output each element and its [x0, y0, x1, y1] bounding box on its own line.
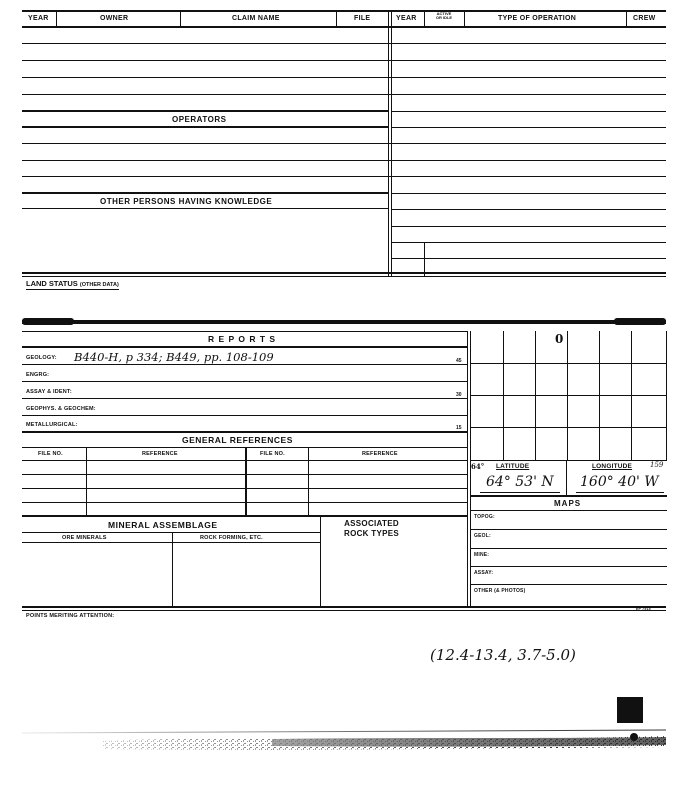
longitude-label: LONGITUDE: [592, 463, 633, 470]
rule: [22, 431, 468, 433]
land-status-sub: (OTHER DATA): [79, 282, 119, 288]
assay-num: 30: [456, 392, 462, 398]
black-square-mark: [617, 697, 643, 723]
thick-rule: [22, 320, 666, 324]
row-line: [22, 77, 666, 78]
row-line: [392, 193, 666, 194]
grid-line: [471, 363, 667, 364]
maps-mine: MINE:: [474, 552, 490, 558]
rule: [22, 331, 468, 332]
rule: [22, 272, 666, 274]
grid-line: [471, 427, 667, 428]
row-line: [22, 176, 666, 177]
row-line: [22, 43, 666, 44]
associated-line2: ROCK TYPES: [344, 529, 400, 538]
row-line: [22, 415, 468, 416]
rule: [471, 495, 667, 497]
rule: [480, 492, 560, 493]
grid-mark: 0: [555, 332, 564, 346]
maps-title: MAPS: [554, 499, 582, 508]
latitude-label: LATITUDE: [496, 463, 530, 470]
divider: [56, 10, 57, 26]
rule: [22, 26, 666, 28]
points-meriting-attention: POINTS MERITING ATTENTION:: [26, 613, 115, 619]
other-persons-title: OTHER PERSONS HAVING KNOWLEDGE: [100, 197, 273, 206]
ref-col-reference-2: REFERENCE: [362, 451, 398, 457]
location-grid: [471, 331, 667, 461]
row-line: [471, 584, 667, 585]
grid-line: [471, 395, 667, 396]
divider: [336, 10, 337, 26]
maps-geol: GEOL:: [474, 533, 491, 539]
divider: [566, 461, 567, 495]
longitude-value: 160° 40' W: [580, 474, 659, 490]
row-line: [22, 398, 468, 399]
divider: [180, 10, 181, 26]
row-line: [22, 381, 468, 382]
header-file: FILE: [354, 15, 371, 22]
grid-line: [567, 331, 568, 461]
row-line: [22, 60, 666, 61]
latitude-prefix: 64°: [471, 462, 485, 471]
maps-other: OTHER (& PHOTOS): [474, 588, 526, 594]
row-line: [392, 127, 666, 128]
grid-line: [471, 460, 667, 461]
row-line: [22, 364, 468, 365]
divider: [424, 10, 425, 26]
divider: [308, 447, 309, 515]
divider: [320, 515, 321, 608]
top-table: [0, 0, 678, 280]
grid-line: [599, 331, 600, 461]
header-owner: OWNER: [100, 15, 129, 22]
row-line: [471, 566, 667, 567]
row-line: [392, 242, 666, 243]
row-line: [22, 143, 666, 144]
land-status-label: LAND STATUS: [26, 279, 78, 288]
rule: [22, 542, 320, 543]
general-references-title: GENERAL REFERENCES: [182, 435, 293, 445]
divider: [424, 242, 425, 276]
thick-rule-end: [614, 318, 666, 325]
divider: [172, 532, 173, 608]
row-line: [392, 209, 666, 210]
land-status: [26, 279, 119, 290]
divider: [245, 447, 247, 515]
rule: [22, 532, 320, 533]
rule: [22, 110, 388, 112]
divider: [464, 10, 465, 26]
row-line: [392, 111, 666, 112]
scan-noise-svg: [22, 727, 666, 751]
scan-noise-band: [22, 727, 666, 751]
metallurgical-label: METALLURGICAL:: [26, 422, 78, 428]
row-line: [392, 258, 666, 259]
grid-line: [535, 331, 536, 461]
operators-title: OPERATORS: [172, 115, 227, 124]
header-crew: CREW: [633, 15, 656, 22]
row-line: [22, 160, 666, 161]
mineral-assemblage-title: MINERAL ASSEMBLAGE: [108, 520, 218, 530]
grid-line: [503, 331, 504, 461]
grid-line: [631, 331, 632, 461]
rule: [22, 346, 468, 348]
rule: [22, 10, 666, 12]
engrg-label: ENGRG:: [26, 372, 50, 378]
row-line: [471, 548, 667, 549]
rule: [22, 610, 666, 611]
row-line: [22, 94, 666, 95]
header-active-or-idle: [424, 12, 464, 20]
rule: [22, 126, 388, 128]
rule: [471, 510, 667, 511]
divider: [467, 331, 468, 608]
ref-col-file-no-2: FILE NO.: [260, 451, 285, 457]
header-year-2: YEAR: [396, 15, 417, 22]
header-year: YEAR: [28, 15, 49, 22]
maps-assay: ASSAY:: [474, 570, 494, 576]
divider: [86, 447, 87, 515]
geology-value: B440-H, p 334; B449, pp. 108-109: [74, 350, 274, 364]
rule: [22, 515, 468, 517]
thick-rule-end: [22, 318, 74, 325]
header-type-of-operation: TYPE OF OPERATION: [498, 15, 577, 22]
reports-title: R E P O R T S: [208, 334, 277, 344]
rule: [22, 606, 666, 608]
grid-line: [666, 331, 667, 461]
row-line: [22, 208, 388, 209]
rule: [576, 492, 664, 493]
ore-minerals-label: ORE MINERALS: [62, 535, 107, 541]
associated-line1: ASSOCIATED: [344, 519, 399, 528]
header-active-line2: OR IDLE: [435, 15, 453, 20]
geology-num: 45: [456, 358, 462, 364]
handwritten-note: (12.4-13.4, 3.7-5.0): [430, 646, 576, 664]
form-number: EP 7515: [636, 607, 651, 611]
ref-col-reference-1: REFERENCE: [142, 451, 178, 457]
rock-forming-label: ROCK FORMING, ETC.: [200, 535, 263, 541]
latitude-value: 64° 53' N: [486, 474, 554, 490]
metallurgical-num: 15: [456, 425, 462, 431]
divider: [626, 10, 627, 26]
rule: [22, 276, 666, 277]
rule: [22, 192, 388, 194]
assay-label: ASSAY & IDENT:: [26, 389, 72, 395]
geophys-label: GEOPHYS. & GEOCHEM:: [26, 406, 96, 412]
row-line: [471, 529, 667, 530]
associated-rock-types: [344, 519, 399, 539]
ref-col-file-no-1: FILE NO.: [38, 451, 63, 457]
header-claim-name: CLAIM NAME: [232, 15, 280, 22]
header-active-line1: ACTIVE: [436, 11, 452, 16]
longitude-suffix: 159: [650, 461, 664, 469]
maps-topog: TOPOG:: [474, 514, 495, 520]
geology-label: GEOLOGY:: [26, 355, 57, 361]
row-line: [392, 226, 666, 227]
